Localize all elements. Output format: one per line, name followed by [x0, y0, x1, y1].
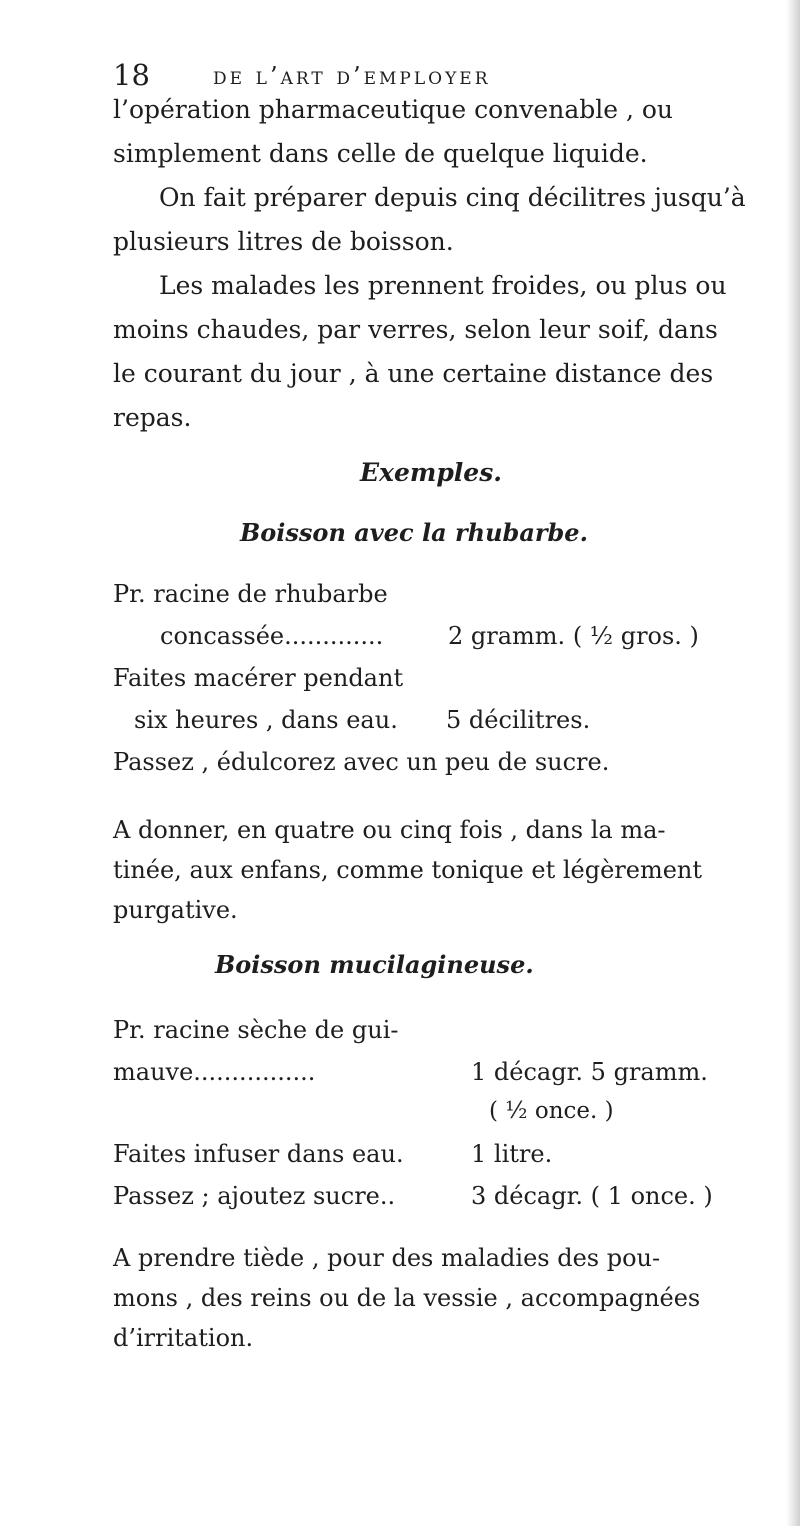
quantity: ( ½ once. ) [489, 1098, 614, 1124]
text-line: A prendre tiède , pour des maladies des pou- [113, 1244, 661, 1272]
prescription-line: Pr. racine de rhubarbe [113, 580, 388, 608]
text-line: mons , des reins ou de la vessie , accompagnées [113, 1284, 701, 1312]
prescription-line: Pr. racine sèche de gui- [113, 1016, 399, 1044]
page-number: 18 [113, 58, 150, 92]
running-title: de l’art d’employer [213, 62, 491, 90]
text-line: moins chaudes, par verres, selon leur soif, dans [113, 315, 718, 344]
recipe-2-usage [113, 1238, 753, 1358]
text-line: Les malades les prennent froides, ou plus ou [159, 271, 727, 300]
ingredient: six heures , dans eau. [134, 706, 398, 734]
prescription-line: Faites macérer pendant [113, 664, 404, 692]
quantity: 3 décagr. ( 1 once. ) [471, 1182, 713, 1210]
recipe-1-usage [113, 810, 753, 930]
ingredient: Faites infuser dans eau. [113, 1140, 404, 1168]
recipe-1-title: Boisson avec la rhubarbe. [240, 518, 588, 547]
text-line: d’irritation. [113, 1324, 254, 1352]
ingredient: mauve................ [113, 1058, 316, 1086]
quantity: 1 décagr. 5 gramm. [471, 1058, 708, 1086]
text-line: l’opération pharmaceutique convenable , ou [113, 95, 674, 124]
text-line: le courant du jour , à une certaine distance des [113, 359, 714, 388]
quantity: 1 litre. [471, 1140, 553, 1168]
intro-paragraph-3 [113, 264, 753, 440]
text-line: tinée, aux enfans, comme tonique et légèrement [113, 856, 703, 884]
text-line: plusieurs litres de boisson. [113, 227, 454, 256]
text-line: On fait préparer depuis cinq décilitres jusqu’à [159, 183, 746, 212]
text-line: repas. [113, 403, 192, 432]
text-line: A donner, en quatre ou cinq fois , dans la ma- [113, 816, 666, 844]
recipe-2-title: Boisson mucilagineuse. [215, 950, 534, 979]
prescription-line: Passez , édulcorez avec un peu de sucre. [113, 748, 610, 776]
page-edge-shadow [786, 0, 800, 1526]
section-title: Exemples. [360, 458, 502, 487]
ingredient: concassée............. [160, 622, 384, 650]
text-line: simplement dans celle de quelque liquide. [113, 139, 648, 168]
text-line: purgative. [113, 896, 238, 924]
quantity: 5 décilitres. [446, 706, 591, 734]
intro-paragraph-1 [113, 88, 753, 176]
ingredient: Passez ; ajoutez sucre.. [113, 1182, 396, 1210]
quantity: 2 gramm. ( ½ gros. ) [448, 622, 699, 650]
intro-paragraph-2 [113, 176, 753, 264]
